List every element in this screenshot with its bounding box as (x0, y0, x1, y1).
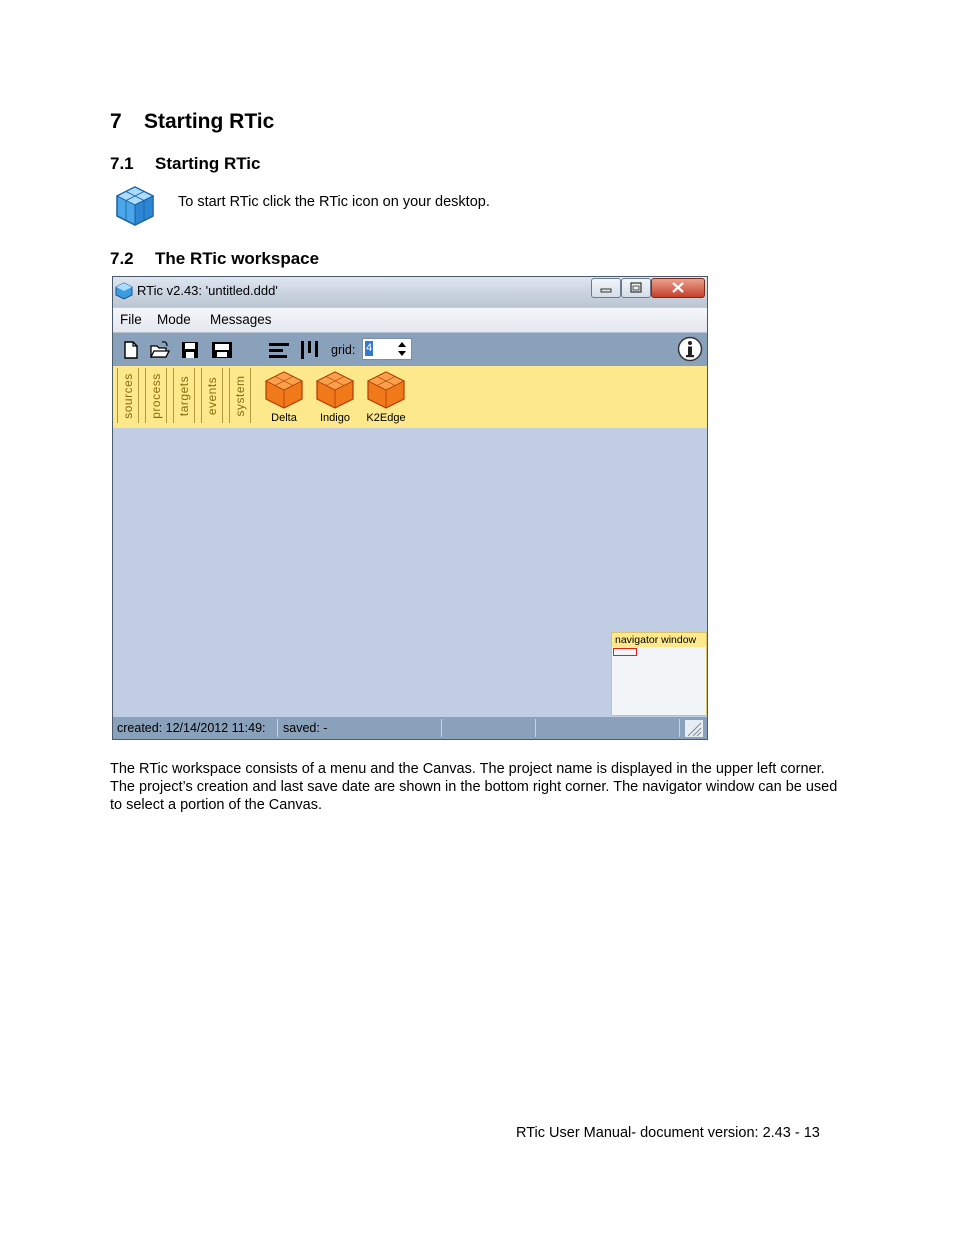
section-heading-7-1 (110, 154, 260, 174)
distribute-icon[interactable] (299, 340, 321, 360)
grid-label: grid: (331, 343, 356, 357)
navigator-window[interactable] (611, 632, 707, 716)
palette-tab-process[interactable]: process (145, 368, 167, 423)
menu-file[interactable]: File (120, 312, 142, 327)
info-icon[interactable] (677, 336, 703, 362)
menu-bar (113, 308, 707, 333)
status-created: created: 12/14/2012 11:49: (117, 719, 278, 737)
section-title: The RTic workspace (155, 249, 320, 268)
menu-messages[interactable]: Messages (210, 312, 272, 327)
new-file-icon[interactable] (121, 340, 141, 360)
navigator-viewport-selector[interactable] (613, 648, 637, 656)
maximize-button[interactable] (621, 278, 651, 298)
section-number: 7.2 (110, 249, 134, 268)
component-palette (113, 366, 707, 428)
spin-arrows-icon[interactable] (395, 340, 409, 358)
block-label: K2Edge (366, 412, 406, 424)
palette-tab-targets[interactable]: targets (173, 368, 195, 423)
menu-mode[interactable]: Mode (157, 312, 191, 327)
grid-value[interactable]: 4 (365, 342, 373, 354)
block-label: Indigo (320, 412, 350, 424)
palette-block-k2edge[interactable] (363, 370, 409, 424)
palette-tab-events[interactable]: events (201, 368, 223, 423)
palette-tab-system[interactable]: system (229, 368, 251, 423)
section-title: Starting RTic (155, 154, 261, 173)
block-cube-icon (261, 370, 307, 410)
navigator-title: navigator window (612, 633, 706, 647)
palette-block-indigo[interactable] (312, 370, 358, 424)
palette-tab-sources[interactable]: sources (117, 368, 139, 423)
chapter-number: 7 (110, 110, 122, 133)
start-instructions: To start RTic click the RTic icon on your desktop. (178, 194, 490, 210)
status-saved: saved: - (283, 719, 442, 737)
save-as-icon[interactable] (210, 340, 234, 360)
palette-block-delta[interactable] (261, 370, 307, 424)
rtic-cube-icon (114, 185, 156, 227)
minimize-icon (592, 279, 620, 297)
open-folder-icon[interactable] (150, 340, 170, 360)
resize-grip-icon[interactable] (685, 720, 703, 737)
page-footer: RTic User Manual- document version: 2.43 - 13 (516, 1125, 820, 1141)
close-button[interactable] (651, 278, 705, 298)
close-icon (652, 279, 704, 297)
window-titlebar (113, 277, 707, 307)
maximize-icon (622, 279, 650, 297)
status-cell-empty (443, 719, 536, 737)
section-number: 7.1 (110, 154, 134, 173)
block-label: Delta (271, 412, 297, 424)
workspace-description: The RTic workspace consists of a menu and the Canvas. The project name is displayed in the upper left corner. The project’s creation and last save date are shown in the bottom right corner. The navigator window can be used to select a portion of the Canvas. (110, 761, 838, 813)
section-heading-7-2 (110, 249, 319, 269)
rtic-cube-icon (115, 282, 133, 300)
workspace-canvas[interactable] (113, 428, 707, 716)
window-title: RTic v2.43: 'untitled.ddd' (137, 283, 278, 298)
rtic-workspace-screenshot (112, 276, 708, 740)
toolbar (113, 333, 707, 366)
grid-spinbox[interactable] (362, 338, 412, 360)
block-cube-icon (312, 370, 358, 410)
chapter-title: Starting RTic (144, 110, 275, 133)
status-bar (113, 717, 707, 739)
minimize-button[interactable] (591, 278, 621, 298)
status-cell-empty (537, 719, 680, 737)
save-icon[interactable] (180, 340, 200, 360)
block-cube-icon (363, 370, 409, 410)
align-icon[interactable] (267, 340, 291, 360)
chapter-heading (110, 110, 274, 134)
